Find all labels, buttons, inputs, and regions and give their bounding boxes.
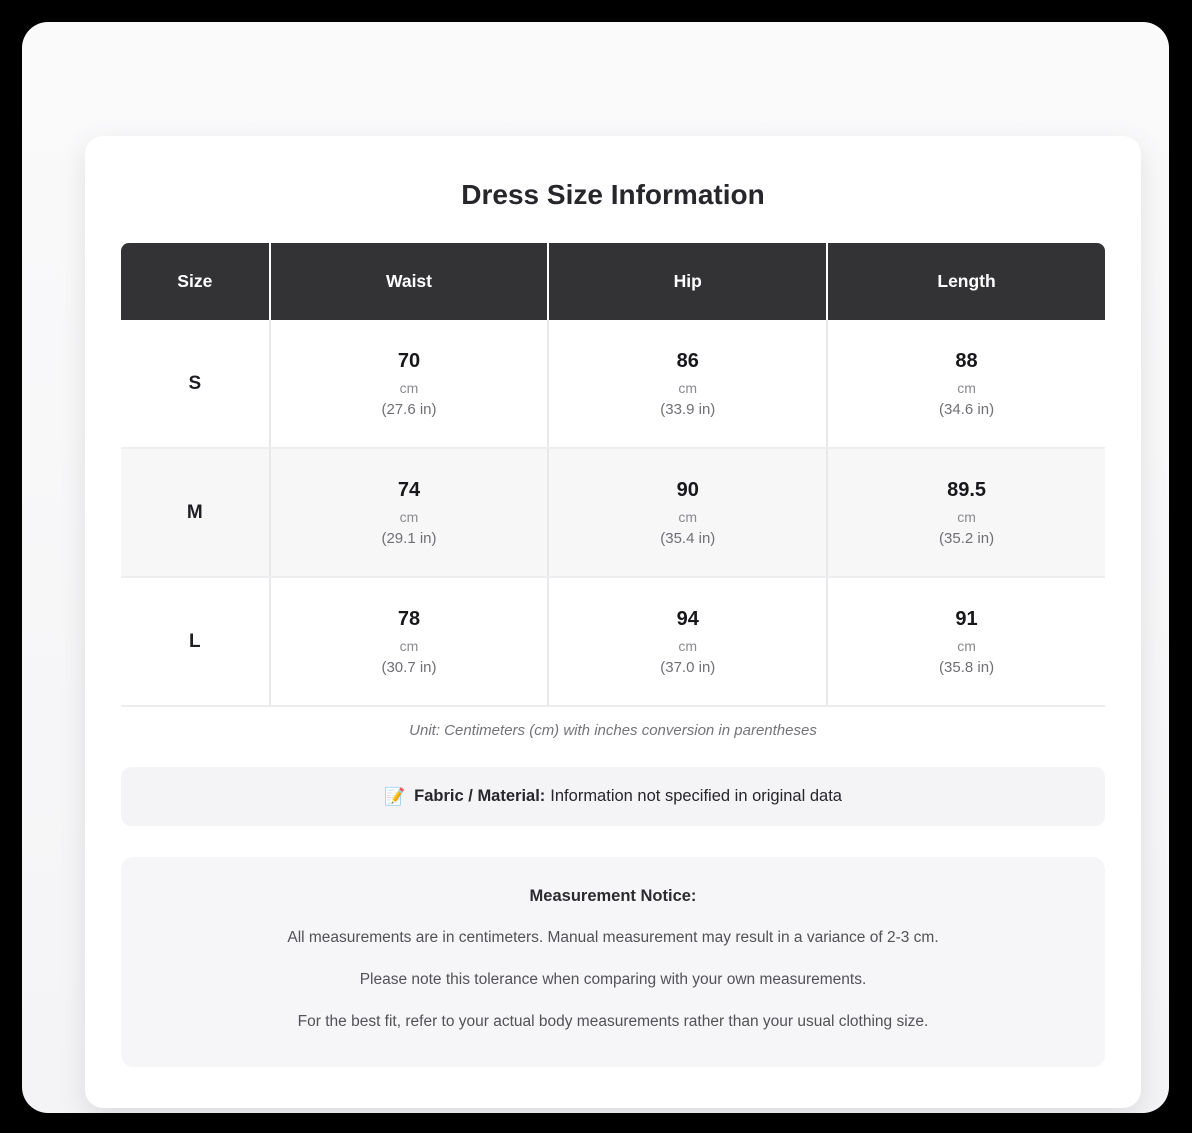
measurement-cell-hip <box>547 449 826 576</box>
measurement-unit: cm <box>678 379 698 396</box>
measurement-inches: (30.7 in) <box>381 658 437 676</box>
measurement-cell-length <box>826 449 1105 576</box>
measurement-unit: cm <box>678 508 698 525</box>
measurement-value: 90 <box>676 478 699 501</box>
measurement-unit: cm <box>399 637 419 654</box>
size-table <box>121 243 1105 707</box>
measurement-value: 89.5 <box>947 478 987 501</box>
measurement-cell-length <box>826 320 1105 447</box>
measurement-cell-length <box>826 578 1105 705</box>
unit-note: Unit: Centimeters (cm) with inches conversion in parentheses <box>409 722 817 739</box>
measurement-inches: (34.6 in) <box>939 400 995 418</box>
table-header-hip: Hip <box>547 243 826 320</box>
notice-line-2: Please note this tolerance when comparing with your own measurements. <box>359 971 867 988</box>
measurement-cell-hip <box>547 578 826 705</box>
table-row-l <box>121 578 1105 707</box>
table-row-s <box>121 320 1105 449</box>
table-header-waist: Waist <box>269 243 548 320</box>
measurement-unit: cm <box>957 508 976 525</box>
measurement-value: 74 <box>397 478 421 501</box>
measurement-inches: (35.4 in) <box>660 529 716 547</box>
notice-line-1: All measurements are in centimeters. Manual measurement may result in a variance of 2-3 cm. <box>287 929 939 946</box>
measurement-inches: (37.0 in) <box>660 658 716 676</box>
page-title: Dress Size Information <box>461 179 765 210</box>
measurement-inches: (35.2 in) <box>939 529 995 547</box>
measurement-value: 70 <box>397 349 421 372</box>
measurement-cell-waist <box>269 449 548 576</box>
measurement-inches: (29.1 in) <box>381 529 437 547</box>
size-label: M <box>186 501 203 523</box>
measurement-unit: cm <box>957 637 976 654</box>
fabric-material-label: Fabric / Material: <box>414 787 546 805</box>
table-header-row <box>121 243 1105 320</box>
measurement-inches: (35.8 in) <box>939 658 995 676</box>
measurement-cell-waist <box>269 578 548 705</box>
measurement-value: 94 <box>676 607 699 630</box>
measurement-unit: cm <box>678 637 698 654</box>
page-background <box>22 22 1169 1113</box>
notice-title: Measurement Notice: <box>529 887 697 905</box>
measurement-inches: (33.9 in) <box>660 400 716 418</box>
measurement-unit: cm <box>399 379 419 396</box>
measurement-inches: (27.6 in) <box>381 400 437 418</box>
measurement-value: 86 <box>676 349 699 372</box>
measurement-unit: cm <box>957 379 976 396</box>
measurement-notice-box <box>121 857 1105 1067</box>
measurement-cell-hip <box>547 320 826 447</box>
table-header-size: Size <box>177 271 213 291</box>
table-row-m <box>121 449 1105 578</box>
notice-line-3: For the best fit, refer to your actual body measurements rather than your usual clothing size. <box>297 1013 929 1030</box>
fabric-material-bar <box>121 767 1105 826</box>
table-header-length: Length <box>826 243 1105 320</box>
measurement-value: 78 <box>397 607 421 630</box>
size-info-card <box>85 136 1141 1108</box>
measurement-unit: cm <box>399 508 419 525</box>
memo-icon: 📝 <box>384 786 406 806</box>
fabric-material-value: Information not specified in original data <box>550 787 842 805</box>
size-label: L <box>188 630 201 652</box>
measurement-value: 88 <box>955 349 978 372</box>
measurement-cell-waist <box>269 320 548 447</box>
size-label: S <box>188 372 202 394</box>
measurement-value: 91 <box>955 607 978 630</box>
